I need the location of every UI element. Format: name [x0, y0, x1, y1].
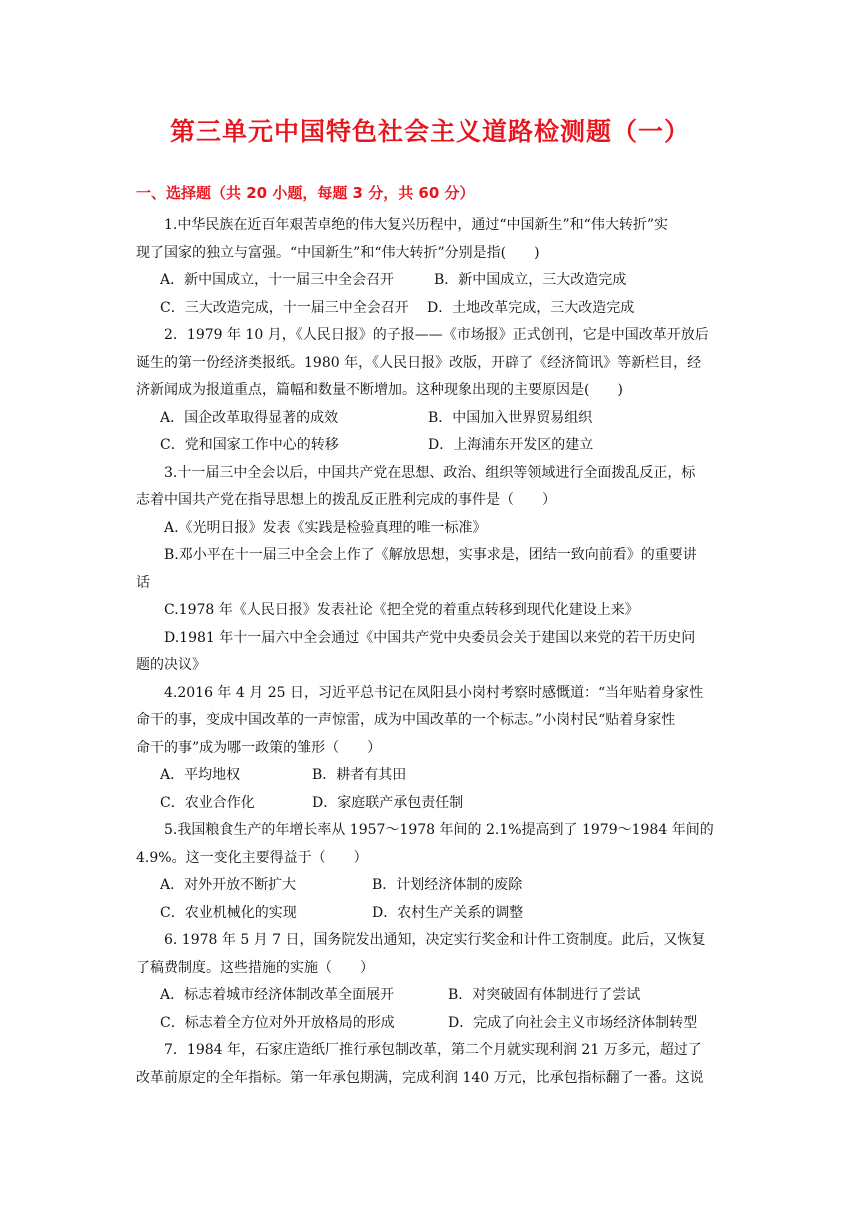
option-b[interactable]: B．新中国成立，三大改造完成	[434, 272, 627, 288]
question-2	[136, 322, 736, 460]
option-row	[136, 762, 736, 790]
question-stem-line: 现了国家的独立与富强。“中国新生”和“伟大转折”分别是指( )	[136, 244, 540, 261]
option-row	[136, 1010, 736, 1038]
option-row	[136, 872, 736, 900]
question-stem-line: 4.9%。这一变化主要得益于（ ）	[136, 849, 368, 866]
question-list	[136, 212, 736, 1092]
option-d-continued: 题的决议》	[136, 657, 206, 673]
option-b[interactable]: B.邓小平在十一届三中全会上作了《解放思想，实事求是，团结一致向前看》的重要讲	[164, 547, 697, 563]
question-stem-line: 6. 1978 年 5 月 7 日，国务院发出通知，决定实行奖金和计件工资制度。此后，又恢复	[164, 932, 706, 948]
option-a[interactable]: A．平均地权	[160, 767, 241, 783]
option-c[interactable]: C．三大改造完成，十一届三中全会召开	[160, 299, 409, 316]
question-stem-line: 命干的事，变成中国改革的一声惊雷，成为中国改革的一个标志。”小岗村民“贴着身家性	[136, 712, 676, 728]
question-3	[136, 460, 736, 680]
question-stem-line: 3.十一届三中全会以后，中国共产党在思想、政治、组织等领域进行全面拨乱反正，标	[164, 464, 696, 481]
option-d[interactable]: D.1981 年十一届六中全会通过《中国共产党中央委员会关于建国以来党的若干历史问	[164, 629, 696, 646]
option-row	[136, 900, 736, 928]
option-b-continued: 话	[136, 574, 150, 591]
question-stem-line: 改革前原定的全年指标。第一年承包期满，完成利润 140 万元，比承包指标翻了一番。这说	[136, 1069, 704, 1086]
question-1	[136, 212, 736, 322]
option-row	[136, 267, 736, 295]
question-5	[136, 817, 736, 927]
question-stem-line: 志着中国共产党在指导思想上的拨乱反正胜利完成的事件是（ ）	[136, 492, 556, 508]
question-stem-line: 5.我国粮食生产的年增长率从 1957～1978 年间的 2.1%提高到了 1979～1984 年间的	[164, 822, 714, 838]
option-row	[136, 405, 736, 433]
option-c[interactable]: C．党和国家工作中心的转移	[160, 437, 339, 453]
question-stem-line: 了稿费制度。这些措施的实施（ ）	[136, 959, 374, 976]
option-b[interactable]: B．对突破固有体制进行了尝试	[448, 987, 641, 1003]
option-a[interactable]: A．新中国成立，十一届三中全会召开	[160, 272, 395, 288]
option-a[interactable]: A．国企改革取得显著的成效	[160, 409, 339, 426]
option-row	[136, 982, 736, 1010]
option-d[interactable]: D．土地改革完成，三大改造完成	[427, 299, 635, 316]
option-c[interactable]: C．标志着全方位对外开放格局的形成	[160, 1014, 395, 1031]
option-d[interactable]: D．完成了向社会主义市场经济体制转型	[448, 1014, 698, 1031]
option-b[interactable]: B．耕者有其田	[312, 767, 407, 783]
option-c[interactable]: C.1978 年《人民日报》发表社论《把全党的着重点转移到现代化建设上来》	[164, 602, 639, 618]
question-stem-line: 济新闻成为报道重点，篇幅和数量不断增加。这种现象出现的主要原因是( )	[136, 382, 623, 398]
option-a[interactable]: A.《光明日报》发表《实践是检验真理的唯一标准》	[164, 519, 487, 536]
question-stem-line: 诞生的第一份经济类报纸。1980 年，《人民日报》改版，开辟了《经济简讯》等新栏目，经	[136, 354, 702, 371]
question-6	[136, 927, 736, 1037]
question-stem-line: 7．1984 年，石家庄造纸厂推行承包制改革，第二个月就实现利润 21 万多元，超过了	[164, 1042, 702, 1058]
option-a[interactable]: A．标志着城市经济体制改革全面展开	[160, 987, 395, 1003]
question-stem-line: 命干的事”成为哪一政策的雏形（ ）	[136, 739, 382, 756]
option-c[interactable]: C．农业合作化	[160, 794, 255, 811]
question-stem-line: 1.中华民族在近百年艰苦卓绝的伟大复兴历程中，通过“中国新生”和“伟大转折”实	[164, 217, 668, 233]
document-title: 第三单元中国特色社会主义道路检测题（一）	[169, 117, 690, 146]
option-row	[136, 432, 736, 460]
question-7	[136, 1037, 736, 1092]
section-heading: 一、选择题（共 20 小题，每题 3 分，共 60 分）	[136, 184, 475, 202]
option-d[interactable]: D．上海浦东开发区的建立	[428, 437, 594, 453]
option-d[interactable]: D．农村生产关系的调整	[372, 904, 524, 921]
option-a[interactable]: A．对外开放不断扩大	[160, 877, 297, 893]
question-stem-line: 2．1979 年 10 月，《人民日报》的子报——《市场报》正式创刊，它是中国改革开放后	[164, 327, 709, 343]
option-b[interactable]: B．计划经济体制的废除	[372, 877, 523, 893]
question-stem-line: 4.2016 年 4 月 25 日，习近平总书记在凤阳县小岗村考察时感慨道：“当年贴着身家性	[164, 684, 704, 701]
option-b[interactable]: B．中国加入世界贸易组织	[428, 409, 593, 426]
option-c[interactable]: C．农业机械化的实现	[160, 904, 297, 921]
option-row	[136, 295, 736, 323]
question-4	[136, 680, 736, 818]
option-row	[136, 790, 736, 818]
option-d[interactable]: D．家庭联产承包责任制	[312, 794, 464, 811]
